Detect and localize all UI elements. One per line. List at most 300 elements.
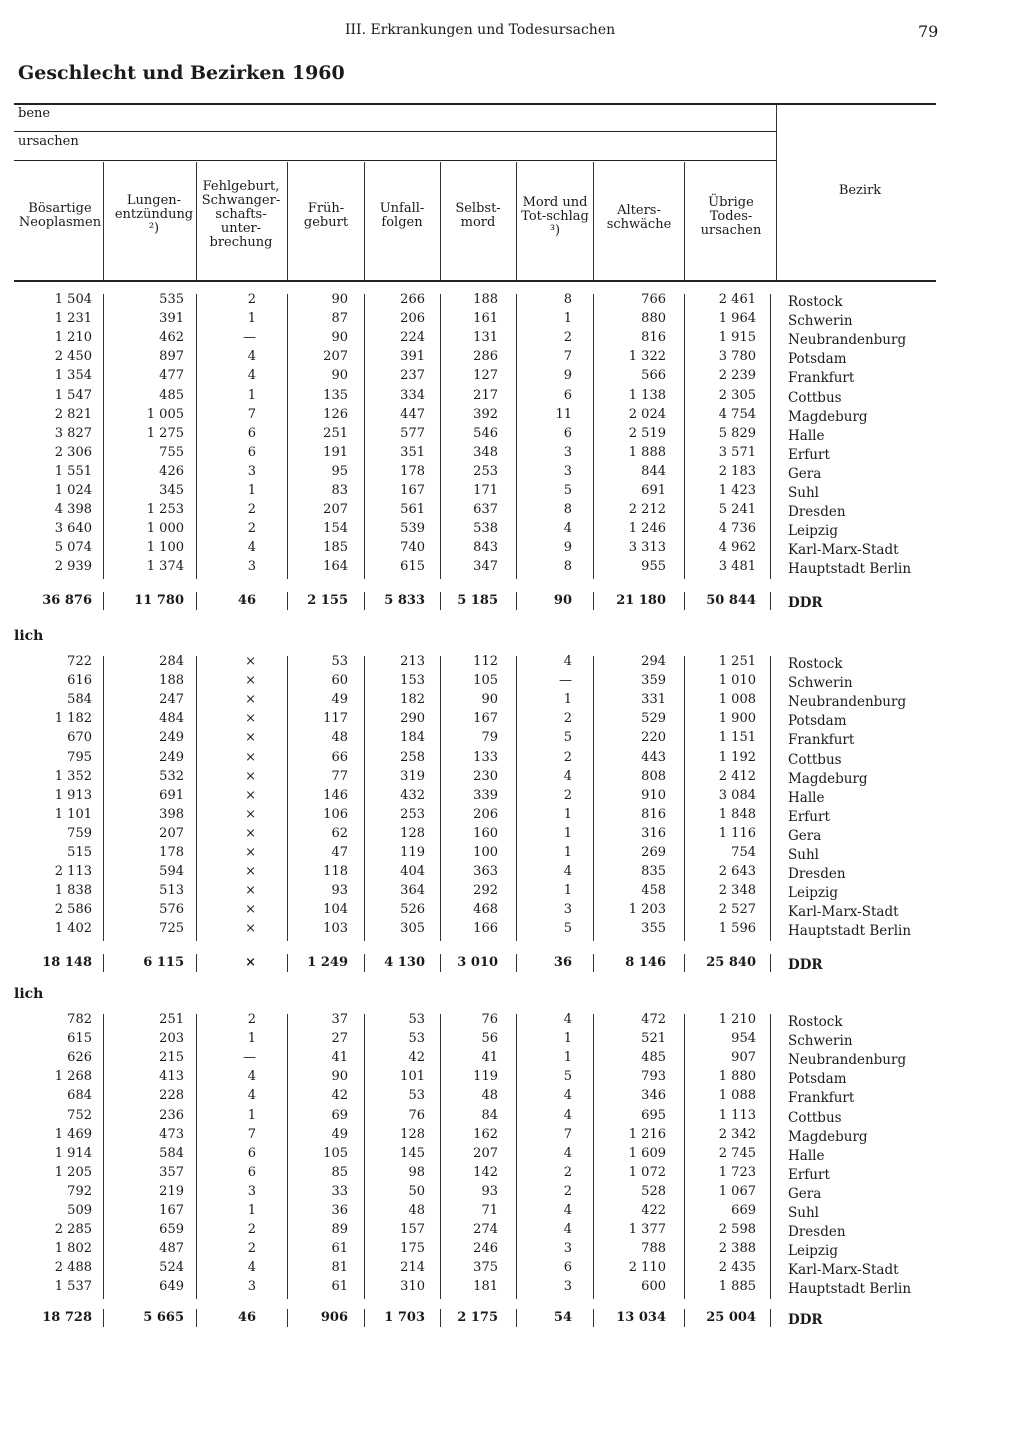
table-cell: 101 [400, 1069, 425, 1085]
total-cell: 5 833 [384, 593, 425, 608]
table-cell: 2 939 [54, 559, 92, 575]
table-cell: 41 [481, 1050, 498, 1066]
table-cell: 375 [473, 1260, 498, 1276]
total-bezirk: DDR [788, 1312, 823, 1328]
table-cell: 691 [641, 483, 666, 498]
total-bezirk-divider [770, 954, 771, 972]
table-cell: 795 [67, 749, 92, 765]
bezirk-name: Neubrandenburg [788, 1052, 907, 1069]
table-cell: 4 398 [54, 502, 92, 518]
table-cell: 48 [408, 1203, 425, 1218]
table-cell: × [245, 730, 256, 746]
table-cell: 48 [481, 1088, 498, 1104]
bezirk-name: Potsdam [788, 1071, 847, 1088]
table-cell: 351 [400, 444, 425, 460]
table-cell: 157 [400, 1222, 425, 1238]
table-cell: 153 [400, 673, 425, 689]
table-cell: 53 [408, 1031, 425, 1047]
bezirk-name: Karl-Marx-Stadt [788, 904, 899, 921]
table-cell: 1 253 [146, 502, 184, 518]
bezirk-name: Gera [788, 1185, 822, 1202]
table-cell: 1 138 [628, 387, 666, 403]
table-cell: 1 072 [628, 1164, 666, 1180]
table-cell: 3 313 [628, 540, 666, 556]
table-cell: 5 241 [718, 502, 756, 518]
table-cell: 207 [473, 1145, 498, 1161]
table-cell: 3 084 [718, 787, 756, 803]
table-cell: 1 596 [718, 921, 756, 937]
table-cell: 4 [563, 1145, 572, 1161]
bezirk-divider [770, 294, 771, 579]
table-cell: 2 450 [54, 349, 92, 365]
table-cell: 1 914 [54, 1145, 92, 1161]
table-cell: 1 802 [54, 1241, 92, 1257]
header-column-divider [103, 162, 104, 280]
table-cell: 1 101 [54, 806, 92, 822]
table-cell: 178 [400, 463, 425, 479]
table-cell: 207 [159, 825, 184, 841]
total-cell: 25 840 [706, 955, 756, 970]
table-cell: 69 [331, 1107, 348, 1123]
table-cell: 89 [331, 1222, 348, 1238]
table-cell: 3 [563, 902, 572, 918]
table-cell: 61 [331, 1241, 348, 1257]
table-cell: 1 [563, 1031, 572, 1047]
table-cell: 594 [159, 864, 184, 880]
table-cell: 112 [473, 654, 498, 669]
table-cell: 4 [247, 368, 256, 384]
table-cell: 4 [563, 654, 572, 669]
table-cell: 910 [641, 787, 666, 803]
total-cell: 1 703 [384, 1310, 425, 1325]
table-cell: 897 [159, 349, 184, 365]
table-cell: 1 838 [54, 883, 92, 899]
table-cell: 2 305 [718, 387, 756, 403]
bezirk-name: Frankfurt [788, 732, 855, 749]
table-cell: 788 [641, 1241, 666, 1257]
table-cell: 90 [481, 692, 498, 708]
table-cell: 77 [331, 768, 348, 784]
table-cell: 2 [563, 330, 572, 346]
table-cell: 146 [323, 787, 348, 803]
table-cell: 1 423 [718, 483, 756, 498]
table-cell: 473 [159, 1126, 184, 1142]
table-cell: 4 [247, 1088, 256, 1104]
table-cell: 759 [67, 825, 92, 841]
table-cell: 669 [731, 1203, 756, 1218]
table-cell: 513 [159, 883, 184, 899]
table-cell: 5 [563, 483, 572, 498]
table-cell: 126 [323, 406, 348, 422]
bezirk-name: Neubrandenburg [788, 332, 907, 349]
table-cell: 1 885 [718, 1279, 756, 1295]
bezirk-name: Hauptstadt Berlin [788, 1281, 912, 1298]
page-number: 79 [918, 22, 939, 41]
table-cell: 615 [67, 1031, 92, 1047]
table-cell: 4 [247, 1069, 256, 1085]
table-cell: 79 [481, 730, 498, 746]
table-cell: 2 [247, 521, 256, 537]
header-column-divider [287, 162, 288, 280]
table-cell: 4 [563, 1012, 572, 1027]
header-bottom-rule [14, 280, 936, 282]
table-cell: 167 [159, 1203, 184, 1218]
table-cell: 1 [247, 1203, 256, 1218]
table-cell: 6 [247, 444, 256, 460]
table-cell: 1 537 [54, 1279, 92, 1295]
table-cell: 584 [67, 692, 92, 708]
table-cell: 4 [563, 1088, 572, 1104]
bezirk-name: Schwerin [788, 313, 853, 330]
table-cell: × [245, 825, 256, 841]
total-bezirk-divider [770, 1309, 771, 1327]
table-cell: 2 527 [718, 902, 756, 918]
table-cell: 4 [563, 521, 572, 537]
table-cell: 1 [563, 311, 572, 327]
table-cell: 53 [408, 1012, 425, 1027]
table-cell: 3 [563, 444, 572, 460]
table-cell: 6 [563, 425, 572, 441]
bezirk-name: Erfurt [788, 446, 830, 463]
table-cell: 538 [473, 521, 498, 537]
table-cell: 740 [400, 540, 425, 556]
table-cell: 2 [563, 749, 572, 765]
table-cell: 60 [331, 673, 348, 689]
bezirk-name: Hauptstadt Berlin [788, 923, 912, 940]
table-cell: — [559, 673, 572, 689]
bezirk-name: Leipzig [788, 1243, 838, 1260]
table-cell: 4 [563, 864, 572, 880]
table-cell: 391 [400, 349, 425, 365]
table-cell: 258 [400, 749, 425, 765]
table-cell: 100 [473, 845, 498, 860]
table-cell: 880 [641, 311, 666, 327]
table-cell: 217 [473, 387, 498, 403]
column-header: Lungen-​entzündung ²) [114, 193, 194, 236]
bezirk-name: Suhl [788, 1205, 819, 1221]
bezirk-name: Frankfurt [788, 1090, 855, 1107]
total-cell: 46 [237, 593, 256, 608]
table-cell: 294 [641, 654, 666, 669]
table-cell: 331 [641, 692, 666, 708]
table-cell: 188 [159, 673, 184, 689]
table-cell: 1 151 [718, 730, 756, 746]
bezirk-name: Potsdam [788, 713, 847, 730]
table-cell: 1 352 [54, 768, 92, 784]
bezirk-name: Gera [788, 827, 822, 844]
table-cell: 1 551 [54, 463, 92, 479]
table-cell: 1 504 [54, 292, 92, 307]
table-cell: 754 [731, 845, 756, 860]
table-cell: 56 [481, 1031, 498, 1047]
table-cell: × [245, 654, 256, 669]
table-cell: 53 [331, 654, 348, 669]
table-cell: 5 [563, 730, 572, 746]
table-cell: 392 [473, 406, 498, 422]
table-cell: 42 [408, 1050, 425, 1066]
table-cell: 615 [400, 559, 425, 575]
total-bezirk-divider [770, 592, 771, 610]
table-cell: 133 [473, 749, 498, 765]
table-cell: 66 [331, 749, 348, 765]
table-cell: 432 [400, 787, 425, 803]
table-cell: 93 [481, 1183, 498, 1199]
bezirk-name: Magdeburg [788, 1128, 868, 1145]
table-cell: 251 [159, 1012, 184, 1027]
total-cell: 46 [237, 1310, 256, 1325]
table-cell: 7 [563, 349, 572, 365]
table-cell: 3 [247, 559, 256, 575]
table-cell: 2 285 [54, 1222, 92, 1238]
table-cell: 1 246 [628, 521, 666, 537]
table-cell: 1 [563, 1050, 572, 1066]
table-cell: 36 [331, 1203, 348, 1218]
total-cell: 5 185 [457, 593, 498, 608]
table-cell: 347 [473, 559, 498, 575]
total-cell: 18 148 [42, 955, 92, 970]
table-cell: 9 [563, 368, 572, 384]
table-cell: 485 [641, 1050, 666, 1066]
table-cell: 1 268 [54, 1069, 92, 1085]
table-cell: 348 [473, 444, 498, 460]
table-cell: × [245, 749, 256, 765]
table-cell: 2 342 [718, 1126, 756, 1142]
bezirk-name: Magdeburg [788, 770, 868, 787]
table-cell: 292 [473, 883, 498, 899]
table-cell: 6 [247, 425, 256, 441]
table-cell: × [245, 806, 256, 822]
total-cell: 4 130 [384, 955, 425, 970]
table-cell: 1 205 [54, 1164, 92, 1180]
total-cell: 36 [553, 955, 572, 970]
table-cell: 83 [331, 483, 348, 498]
table-cell: × [245, 711, 256, 727]
table-cell: 87 [331, 311, 348, 327]
table-cell: 2 306 [54, 444, 92, 460]
column-header: Alters-​schwäche [606, 203, 672, 232]
table-cell: 5 829 [718, 425, 756, 441]
total-cell: 8 146 [625, 955, 666, 970]
table-cell: 6 [247, 1145, 256, 1161]
table-cell: 8 [563, 559, 572, 575]
table-cell: 816 [641, 330, 666, 346]
table-cell: 4 [247, 540, 256, 556]
table-cell: 4 736 [718, 521, 756, 537]
table-cell: 142 [473, 1164, 498, 1180]
table-cell: 2 461 [718, 292, 756, 307]
table-cell: 49 [331, 1126, 348, 1142]
table-cell: 955 [641, 559, 666, 575]
table-cell: 3 780 [718, 349, 756, 365]
table-cell: × [245, 692, 256, 708]
table-cell: 584 [159, 1145, 184, 1161]
table-cell: 119 [473, 1069, 498, 1085]
table-cell: 76 [408, 1107, 425, 1123]
table-cell: 228 [159, 1088, 184, 1104]
table-cell: 7 [247, 406, 256, 422]
table-cell: 214 [400, 1260, 425, 1276]
bezirk-divider [770, 1014, 771, 1299]
bezirk-name: Dresden [788, 1224, 846, 1241]
table-cell: 5 [563, 921, 572, 937]
column-header: Bösartige Neoplasmen [18, 201, 102, 230]
total-bezirk: DDR [788, 957, 823, 973]
table-cell: 27 [331, 1031, 348, 1047]
table-cell: 2 [247, 502, 256, 518]
table-cell: 164 [323, 559, 348, 575]
table-cell: 509 [67, 1203, 92, 1218]
total-bezirk: DDR [788, 595, 823, 611]
total-cell: 18 728 [42, 1310, 92, 1325]
bezirk-name: Suhl [788, 485, 819, 501]
total-cell: 21 180 [616, 593, 666, 608]
table-cell: 53 [408, 1088, 425, 1104]
section-label: lich [14, 628, 44, 644]
table-cell: 2 [563, 787, 572, 803]
table-cell: 246 [473, 1241, 498, 1257]
table-cell: 844 [641, 463, 666, 479]
table-cell: 5 074 [54, 540, 92, 556]
column-header: Fehlgeburt, Schwanger-​schafts-​unter-​brechung [201, 179, 281, 250]
table-cell: 782 [67, 1012, 92, 1027]
table-cell: 546 [473, 425, 498, 441]
table-cell: 175 [400, 1241, 425, 1257]
table-cell: 1 377 [628, 1222, 666, 1238]
table-cell: 117 [323, 711, 348, 727]
table-cell: 90 [331, 368, 348, 384]
total-cell: 6 115 [143, 955, 184, 970]
table-cell: 485 [159, 387, 184, 403]
table-cell: 422 [641, 1203, 666, 1218]
total-cell: × [245, 955, 256, 970]
table-cell: 443 [641, 749, 666, 765]
table-cell: 684 [67, 1088, 92, 1104]
table-cell: 162 [473, 1126, 498, 1142]
table-cell: 649 [159, 1279, 184, 1295]
table-cell: 128 [400, 825, 425, 841]
table-cell: 98 [408, 1164, 425, 1180]
table-cell: 266 [400, 292, 425, 307]
table-cell: 793 [641, 1069, 666, 1085]
table-cell: 3 827 [54, 425, 92, 441]
bezirk-name: Schwerin [788, 675, 853, 692]
table-cell: 391 [159, 311, 184, 327]
table-cell: 6 [563, 1260, 572, 1276]
table-cell: 127 [473, 368, 498, 384]
table-cell: 477 [159, 368, 184, 384]
table-cell: 1 203 [628, 902, 666, 918]
total-cell: 2 175 [457, 1310, 498, 1325]
total-cell: 11 780 [134, 593, 184, 608]
bezirk-divider [770, 656, 771, 941]
table-cell: 539 [400, 521, 425, 537]
bezirk-name: Magdeburg [788, 408, 868, 425]
table-cell: 364 [400, 883, 425, 899]
total-cell: 13 034 [616, 1310, 666, 1325]
table-cell: 161 [473, 311, 498, 327]
column-header: Übrige Todes-​ursachen [700, 195, 762, 238]
table-cell: 1 216 [628, 1126, 666, 1142]
table-cell: 6 [563, 387, 572, 403]
total-cell: 906 [320, 1310, 348, 1325]
table-cell: 290 [400, 711, 425, 727]
table-cell: 363 [473, 864, 498, 880]
table-cell: 167 [400, 483, 425, 498]
table-cell: 48 [331, 730, 348, 746]
table-cell: 487 [159, 1241, 184, 1257]
table-cell: 1 251 [718, 654, 756, 669]
table-cell: 105 [323, 1145, 348, 1161]
table-cell: 3 [563, 1241, 572, 1257]
table-cell: 41 [331, 1050, 348, 1066]
table-cell: 2 348 [718, 883, 756, 899]
table-cell: 131 [473, 330, 498, 346]
table-cell: — [243, 330, 256, 346]
table-cell: 1 [563, 825, 572, 841]
total-cell: 5 665 [143, 1310, 184, 1325]
bezirk-name: Leipzig [788, 885, 838, 902]
table-cell: 3 [563, 463, 572, 479]
table-cell: 1 609 [628, 1145, 666, 1161]
table-cell: 2 412 [718, 768, 756, 784]
table-cell: 319 [400, 768, 425, 784]
table-cell: 220 [641, 730, 666, 746]
table-cell: 1 888 [628, 444, 666, 460]
table-cell: 207 [323, 349, 348, 365]
table-cell: 251 [323, 425, 348, 441]
table-cell: 76 [481, 1012, 498, 1027]
total-cell: 25 004 [706, 1310, 756, 1325]
table-cell: 90 [331, 330, 348, 346]
table-cell: 4 [563, 768, 572, 784]
total-cell: 36 876 [42, 593, 92, 608]
table-cell: 1 210 [718, 1012, 756, 1027]
table-cell: 181 [473, 1279, 498, 1295]
table-cell: 105 [473, 673, 498, 689]
column-header: Selbst-​mord [455, 201, 501, 230]
table-cell: 2 519 [628, 425, 666, 441]
table-cell: 1 [247, 387, 256, 403]
header-column-divider [364, 162, 365, 280]
table-cell: 1 547 [54, 387, 92, 403]
bezirk-name: Suhl [788, 847, 819, 863]
group-rule-1 [14, 131, 776, 132]
table-cell: 2 [563, 1164, 572, 1180]
bezirk-name: Gera [788, 465, 822, 482]
table-cell: 1 116 [718, 825, 756, 841]
bezirk-header-divider [776, 105, 777, 280]
table-cell: × [245, 864, 256, 880]
table-cell: 286 [473, 349, 498, 365]
table-cell: 191 [323, 444, 348, 460]
table-cell: 247 [159, 692, 184, 708]
table-cell: 2 488 [54, 1260, 92, 1276]
table-cell: 2 821 [54, 406, 92, 422]
table-cell: 84 [481, 1107, 498, 1123]
table-cell: 670 [67, 730, 92, 746]
table-cell: 359 [641, 673, 666, 689]
table-cell: 203 [159, 1031, 184, 1047]
table-cell: 954 [731, 1031, 756, 1047]
bezirk-name: Potsdam [788, 351, 847, 368]
table-cell: 1 067 [718, 1183, 756, 1199]
table-cell: 1 723 [718, 1164, 756, 1180]
table-cell: 274 [473, 1222, 498, 1238]
table-cell: 188 [473, 292, 498, 307]
column-header: Früh-​geburt [303, 201, 349, 230]
table-cell: 2 745 [718, 1145, 756, 1161]
table-cell: 167 [473, 711, 498, 727]
